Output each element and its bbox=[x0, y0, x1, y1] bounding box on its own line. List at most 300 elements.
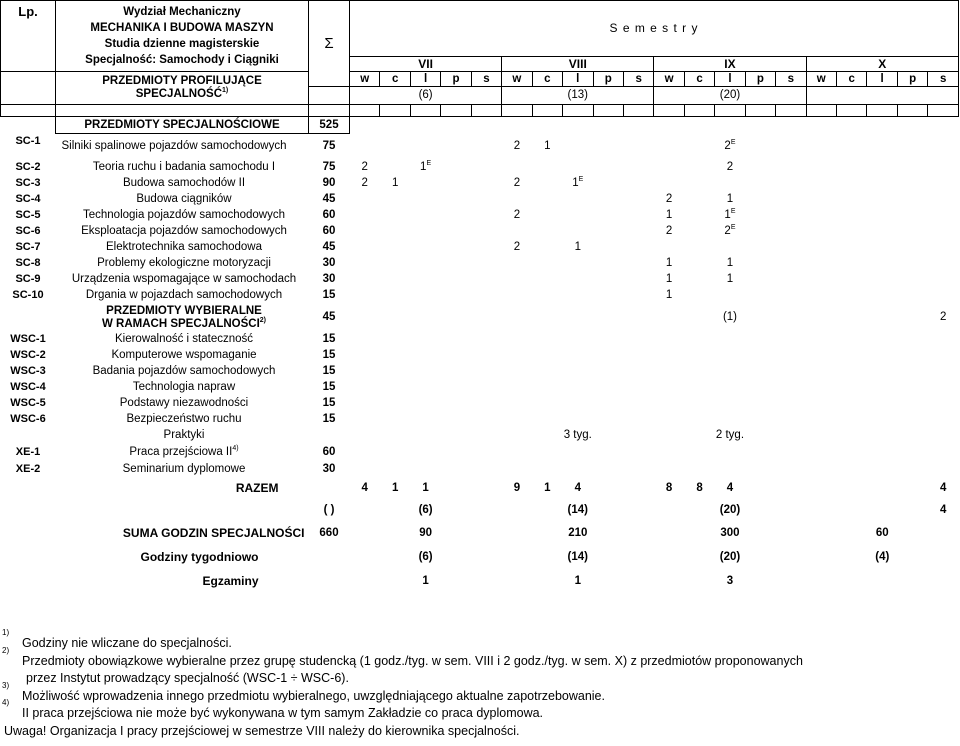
semester-cell bbox=[380, 412, 410, 428]
elective-section-title bbox=[56, 304, 309, 332]
semester-cell bbox=[897, 240, 927, 256]
subject-name: Komputerowe wspomaganie bbox=[111, 349, 257, 361]
blank bbox=[897, 304, 927, 332]
semester-cell bbox=[684, 412, 714, 428]
subject-code: SC-7 bbox=[15, 240, 41, 253]
semester-cell bbox=[502, 176, 532, 192]
blank bbox=[563, 117, 593, 134]
cell-value: 1 bbox=[391, 177, 399, 189]
semester-cell bbox=[350, 461, 380, 478]
semester-cell bbox=[837, 412, 867, 428]
semester-cell bbox=[715, 396, 745, 412]
semester-cell bbox=[471, 208, 501, 224]
blank bbox=[1, 570, 56, 594]
semester-cell bbox=[715, 134, 745, 160]
blank bbox=[309, 478, 350, 500]
razem-cell: 8 bbox=[665, 482, 673, 494]
razem-cell bbox=[837, 478, 867, 500]
semester-cell bbox=[502, 348, 532, 364]
spacer-cell bbox=[471, 105, 501, 117]
suma-vii: 90 bbox=[419, 527, 432, 539]
semester-cell bbox=[350, 396, 380, 412]
department-line-2: MECHANIKA I BUDOWA MASZYN bbox=[90, 22, 274, 34]
blank bbox=[593, 304, 623, 332]
semester-cell bbox=[897, 256, 927, 272]
semester-cell bbox=[837, 224, 867, 240]
subcol-p: p bbox=[593, 72, 623, 87]
semester-cell bbox=[623, 364, 653, 380]
semester-cell bbox=[897, 192, 927, 208]
semester-cell bbox=[441, 348, 471, 364]
spacer-cell bbox=[309, 105, 350, 117]
blank bbox=[532, 117, 562, 134]
semester-cell bbox=[441, 176, 471, 192]
semester-cell bbox=[410, 224, 440, 240]
exam-mark: E bbox=[730, 208, 736, 216]
semester-cell bbox=[837, 272, 867, 288]
subject-hours: 15 bbox=[322, 397, 336, 409]
semester-cell bbox=[563, 348, 593, 364]
semester-cell bbox=[563, 134, 593, 160]
semester-cell bbox=[806, 364, 836, 380]
blank bbox=[806, 428, 836, 444]
table-row bbox=[1, 240, 959, 256]
cell-value: 2 bbox=[665, 225, 673, 237]
semester-cell bbox=[745, 412, 775, 428]
suma-row bbox=[1, 522, 959, 546]
semester-cell bbox=[897, 272, 927, 288]
table-row bbox=[1, 288, 959, 304]
spec-section-title: PRZEDMIOTY SPECJALNOŚCIOWE bbox=[56, 117, 309, 134]
semester-cell bbox=[593, 208, 623, 224]
praktyki-label: Praktyki bbox=[163, 429, 205, 441]
semester-cell bbox=[806, 256, 836, 272]
semester-cell bbox=[623, 192, 653, 208]
semester-cell bbox=[532, 288, 562, 304]
semester-cell bbox=[623, 134, 653, 160]
exam-mark: E bbox=[578, 176, 584, 184]
spacer-cell bbox=[441, 105, 471, 117]
subject-hours: 15 bbox=[322, 365, 336, 377]
semester-cell bbox=[350, 160, 380, 176]
semester-cell bbox=[684, 332, 714, 348]
semester-cell bbox=[684, 224, 714, 240]
razem-cell: 1 bbox=[544, 482, 551, 494]
spacer-cell bbox=[837, 105, 867, 117]
tygodniowo-ix: (20) bbox=[719, 551, 741, 563]
blank bbox=[867, 117, 897, 134]
blank bbox=[867, 428, 897, 444]
semester-cell bbox=[471, 160, 501, 176]
razem-x: 4 bbox=[939, 504, 947, 516]
semester-cell bbox=[837, 208, 867, 224]
semester-cell bbox=[380, 348, 410, 364]
semester-cell bbox=[441, 380, 471, 396]
semester-cell bbox=[806, 176, 836, 192]
blank bbox=[56, 500, 309, 522]
semester-cell bbox=[684, 348, 714, 364]
semester-cell bbox=[502, 240, 532, 256]
semester-cell bbox=[837, 461, 867, 478]
semester-cell bbox=[471, 240, 501, 256]
blank bbox=[684, 117, 714, 134]
semester-cell bbox=[380, 364, 410, 380]
semester-cell bbox=[502, 256, 532, 272]
subject-name: Budowa ciągników bbox=[136, 193, 232, 205]
semester-cell bbox=[441, 364, 471, 380]
spacer-cell bbox=[928, 105, 959, 117]
subject-name: Drgania w pojazdach samochodowych bbox=[85, 289, 283, 301]
blank bbox=[350, 304, 380, 332]
semester-cell bbox=[897, 444, 927, 461]
subject-hours: 15 bbox=[322, 413, 336, 425]
subcol-p: p bbox=[897, 72, 927, 87]
subject-hours: 75 bbox=[322, 140, 336, 153]
semester-cell bbox=[776, 272, 806, 288]
semester-cell bbox=[654, 288, 684, 304]
semester-cell bbox=[745, 332, 775, 348]
subject-hours: 30 bbox=[322, 273, 336, 285]
table-row bbox=[1, 176, 959, 192]
subject-hours: 75 bbox=[322, 161, 336, 173]
spacer-cell bbox=[410, 105, 440, 117]
table-row bbox=[1, 444, 959, 461]
razem-cell bbox=[806, 478, 836, 500]
subject-name: Problemy ekologiczne motoryzacji bbox=[97, 257, 271, 269]
blank bbox=[897, 428, 927, 444]
spacer-cell bbox=[684, 105, 714, 117]
semester-cell bbox=[410, 348, 440, 364]
semester-cell bbox=[350, 256, 380, 272]
semester-cell bbox=[502, 380, 532, 396]
semester-cell bbox=[350, 288, 380, 304]
semester-cell bbox=[441, 134, 471, 160]
semester-cell bbox=[806, 396, 836, 412]
blank bbox=[441, 304, 471, 332]
razem-cell: 4 bbox=[361, 482, 368, 494]
semester-cell bbox=[593, 412, 623, 428]
table-row bbox=[1, 412, 959, 428]
lp-header: Lp. bbox=[1, 1, 56, 72]
razem-cell bbox=[745, 478, 775, 500]
blank bbox=[745, 117, 775, 134]
semester-cell bbox=[928, 332, 959, 348]
subject-code: SC-1 bbox=[15, 134, 41, 147]
spacer-cell bbox=[532, 105, 562, 117]
subject-hours: 90 bbox=[322, 177, 336, 189]
semester-cell bbox=[867, 380, 897, 396]
semester-cell bbox=[928, 412, 959, 428]
semester-cell bbox=[776, 380, 806, 396]
blank bbox=[563, 304, 593, 332]
semester-cell bbox=[715, 288, 745, 304]
semester-cell bbox=[350, 332, 380, 348]
semester-cell bbox=[776, 444, 806, 461]
semester-cell bbox=[532, 160, 562, 176]
semester-cell bbox=[410, 288, 440, 304]
subject-hours: 30 bbox=[322, 257, 336, 269]
semester-cell bbox=[806, 412, 836, 428]
semester-cell bbox=[471, 332, 501, 348]
cell-value: 2 bbox=[513, 209, 521, 221]
semester-total: (20) bbox=[654, 87, 806, 105]
semester-cell bbox=[563, 332, 593, 348]
specialty-name: Specjalność: Samochody i Ciągniki bbox=[85, 54, 279, 66]
semester-cell bbox=[928, 364, 959, 380]
blank bbox=[410, 304, 440, 332]
semester-cell bbox=[410, 444, 440, 461]
semester-cell bbox=[806, 240, 836, 256]
semester-cell bbox=[380, 224, 410, 240]
table-row bbox=[1, 304, 959, 332]
semester-total bbox=[806, 87, 958, 105]
semester-cell bbox=[806, 380, 836, 396]
razem-cell bbox=[593, 478, 623, 500]
semester-cell bbox=[684, 364, 714, 380]
footnote: 4) II praca przejściowa nie może być wykonywana w tym samym Zakładzie co praca dyplomowa. bbox=[2, 698, 544, 720]
subject-code: XE-2 bbox=[15, 462, 41, 475]
cell-value: 1 bbox=[665, 273, 673, 285]
semester-cell bbox=[410, 461, 440, 478]
semester-cell bbox=[867, 348, 897, 364]
blank bbox=[806, 117, 836, 134]
semester-cell bbox=[410, 192, 440, 208]
semester-cell bbox=[410, 380, 440, 396]
semester-cell bbox=[593, 364, 623, 380]
semester-cell bbox=[563, 461, 593, 478]
blank bbox=[380, 304, 410, 332]
semester-cell bbox=[928, 160, 959, 176]
semester-cell bbox=[502, 412, 532, 428]
semester-cell bbox=[745, 461, 775, 478]
table-row bbox=[1, 461, 959, 478]
subject-name: Seminarium dyplomowe bbox=[122, 462, 246, 475]
footnote: przez Instytut prowadzący specjalność (WSC-1 ÷ WSC-6). bbox=[26, 671, 349, 685]
subject-hours: 15 bbox=[322, 349, 336, 361]
subject-code: WSC-1 bbox=[10, 333, 46, 345]
semester-cell bbox=[623, 348, 653, 364]
semester-cell bbox=[745, 380, 775, 396]
semester-cell bbox=[776, 134, 806, 160]
elective-ix: (1) bbox=[722, 311, 737, 323]
spacer-cell bbox=[806, 105, 836, 117]
semester-cell bbox=[593, 444, 623, 461]
semester-cell bbox=[563, 288, 593, 304]
cell-value: 2 bbox=[513, 140, 521, 152]
blank bbox=[623, 304, 653, 332]
semester-cell bbox=[502, 192, 532, 208]
semester-cell bbox=[897, 134, 927, 160]
semester-cell bbox=[806, 192, 836, 208]
semester-cell bbox=[867, 192, 897, 208]
semester-cell bbox=[471, 192, 501, 208]
semester-cell bbox=[897, 160, 927, 176]
semester-cell bbox=[715, 224, 745, 240]
semester-cell bbox=[410, 412, 440, 428]
semester-cell bbox=[502, 224, 532, 240]
blank bbox=[897, 500, 927, 522]
semester-cell bbox=[684, 240, 714, 256]
semester-cell bbox=[897, 396, 927, 412]
table-row bbox=[1, 192, 959, 208]
blank bbox=[350, 117, 380, 134]
cell-value: 2 bbox=[513, 177, 521, 189]
semester-cell bbox=[776, 332, 806, 348]
semester-cell bbox=[897, 412, 927, 428]
subcol-s: s bbox=[623, 72, 653, 87]
table-row bbox=[1, 160, 959, 176]
semester-cell bbox=[410, 160, 440, 176]
semester-4-header: X bbox=[806, 57, 958, 72]
semester-cell bbox=[623, 160, 653, 176]
semester-cell bbox=[532, 332, 562, 348]
table-row bbox=[1, 380, 959, 396]
semester-cell bbox=[654, 176, 684, 192]
exam-mark: E bbox=[730, 224, 736, 232]
subcol-c: c bbox=[380, 72, 410, 87]
subcol-s: s bbox=[776, 72, 806, 87]
semester-cell bbox=[563, 396, 593, 412]
blank bbox=[837, 304, 867, 332]
cell-value: 1 bbox=[420, 161, 427, 173]
semester-cell bbox=[593, 348, 623, 364]
semester-cell bbox=[593, 461, 623, 478]
lp-blank bbox=[1, 72, 56, 105]
semester-cell bbox=[867, 461, 897, 478]
semester-cell bbox=[654, 364, 684, 380]
cell-value: 1 bbox=[665, 257, 673, 269]
semester-cell bbox=[380, 272, 410, 288]
semester-cell bbox=[776, 208, 806, 224]
semester-cell bbox=[897, 364, 927, 380]
semester-cell bbox=[654, 444, 684, 461]
semester-cell bbox=[776, 192, 806, 208]
subcol-c: c bbox=[684, 72, 714, 87]
blank bbox=[471, 304, 501, 332]
subject-name: Silniki spalinowe pojazdów samochodowych bbox=[61, 140, 287, 153]
semester-cell bbox=[623, 461, 653, 478]
semester-cell bbox=[776, 348, 806, 364]
semester-cell bbox=[532, 256, 562, 272]
semester-cell bbox=[776, 396, 806, 412]
razem-summary-row bbox=[1, 500, 959, 522]
semester-cell bbox=[715, 160, 745, 176]
semester-cell bbox=[350, 176, 380, 192]
semester-cell bbox=[471, 288, 501, 304]
blank bbox=[776, 117, 806, 134]
semester-cell bbox=[776, 240, 806, 256]
blank bbox=[806, 500, 836, 522]
razem-cell: 8 bbox=[696, 482, 703, 494]
subject-code: WSC-3 bbox=[10, 365, 46, 377]
razem-label: RAZEM bbox=[235, 481, 279, 495]
subject-code: WSC-4 bbox=[10, 381, 46, 393]
department-line-1: Wydział Mechaniczny bbox=[123, 6, 241, 18]
semester-cell bbox=[563, 364, 593, 380]
subject-name: Technologia pojazdów samochodowych bbox=[82, 209, 285, 221]
semester-cell bbox=[532, 134, 562, 160]
elective-title-1: PRZEDMIOTY WYBIERALNE bbox=[106, 304, 262, 317]
semester-cell bbox=[380, 332, 410, 348]
cell-value: 1 bbox=[574, 241, 581, 253]
semester-cell bbox=[441, 461, 471, 478]
semester-cell bbox=[684, 444, 714, 461]
elective-x: 2 bbox=[939, 311, 947, 323]
table-row bbox=[1, 208, 959, 224]
subject-code: SC-6 bbox=[15, 224, 41, 237]
semester-3-header: IX bbox=[654, 57, 806, 72]
semester-cell bbox=[928, 272, 959, 288]
semester-cell bbox=[715, 444, 745, 461]
blank bbox=[532, 304, 562, 332]
subject-hours: 45 bbox=[322, 241, 336, 253]
exam-mark: E bbox=[426, 160, 432, 168]
semester-cell bbox=[593, 192, 623, 208]
table-row bbox=[1, 396, 959, 412]
semester-cell bbox=[897, 332, 927, 348]
semester-cell bbox=[806, 160, 836, 176]
razem-cell: 1 bbox=[422, 482, 429, 494]
blank bbox=[1, 117, 56, 134]
semester-cell bbox=[623, 240, 653, 256]
semester-cell bbox=[776, 160, 806, 176]
semester-cell bbox=[563, 160, 593, 176]
subject-code: SC-10 bbox=[12, 288, 44, 301]
blank bbox=[654, 117, 684, 134]
semester-cell bbox=[928, 256, 959, 272]
semester-cell bbox=[563, 240, 593, 256]
semester-cell bbox=[410, 176, 440, 192]
cell-value: 2 bbox=[724, 140, 731, 152]
subcol-s: s bbox=[928, 72, 959, 87]
semester-cell bbox=[410, 208, 440, 224]
department-header bbox=[56, 1, 309, 72]
semester-cell bbox=[654, 396, 684, 412]
semester-cell bbox=[715, 461, 745, 478]
blank bbox=[410, 117, 440, 134]
semester-cell bbox=[776, 461, 806, 478]
egzaminy-x bbox=[806, 570, 958, 594]
semester-cell bbox=[623, 208, 653, 224]
semester-cell bbox=[745, 176, 775, 192]
cell-value: 2 bbox=[361, 177, 368, 189]
razem-cell bbox=[897, 478, 927, 500]
tygodniowo-row bbox=[1, 546, 959, 570]
blank bbox=[410, 428, 440, 444]
semester-cell bbox=[593, 256, 623, 272]
semester-cell bbox=[502, 396, 532, 412]
semester-cell bbox=[928, 348, 959, 364]
blank bbox=[897, 117, 927, 134]
semester-cell bbox=[745, 444, 775, 461]
semester-cell bbox=[867, 160, 897, 176]
semester-cell bbox=[715, 256, 745, 272]
semester-cell bbox=[350, 272, 380, 288]
semester-2-header: VIII bbox=[502, 57, 654, 72]
cell-value: 2 bbox=[724, 225, 731, 237]
subcol-w: w bbox=[654, 72, 684, 87]
semester-cell bbox=[745, 288, 775, 304]
razem-cell bbox=[776, 478, 806, 500]
semester-cell bbox=[928, 396, 959, 412]
semester-cell bbox=[715, 208, 745, 224]
semester-cell bbox=[350, 192, 380, 208]
semester-cell bbox=[776, 412, 806, 428]
razem-cell bbox=[623, 478, 653, 500]
cell-value: 1 bbox=[726, 193, 734, 205]
footnote: 3) Możliwość wprowadzenia innego przedmiotu wybieralnego, uwzględniającego aktualne zapotrzebowanie. bbox=[2, 680, 605, 703]
semester-cell bbox=[502, 332, 532, 348]
